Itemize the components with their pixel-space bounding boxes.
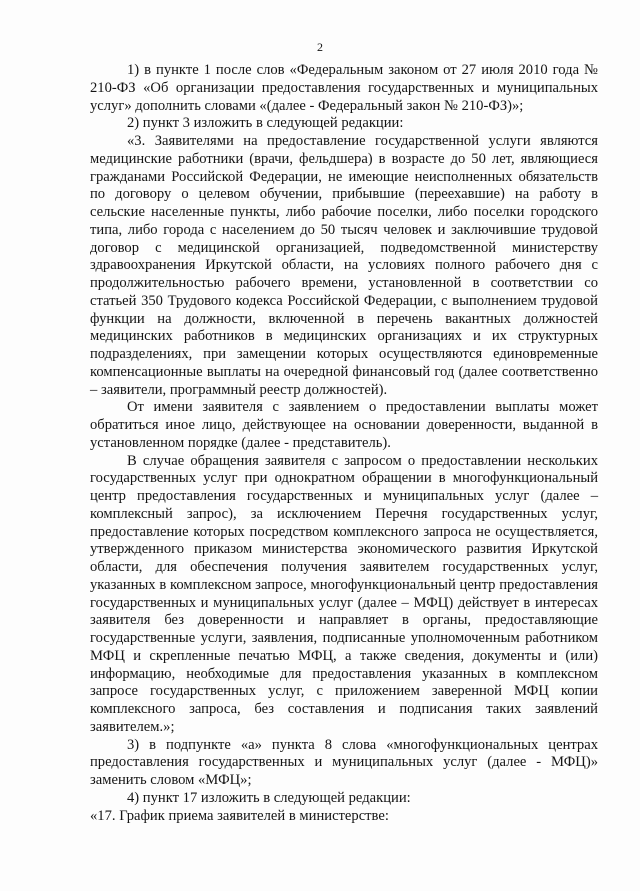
paragraph-complex-request: В случае обращения заявителя с запросом о предоставлении нескольких государственных услуг при однократном обращении в многофункциональный центр предоставления государственных и муниципальных услуг (далее – комплексный запрос), за исключением Перечня государственных услуг, предоставление которых посредством комплексного запроса не осуществляется, утвержденного приказом министерства экономического развития Иркутской области, для обеспечения получения заявителем государственных услуг, указанных в комплексном запросе, многофункциональный центр предоставления государственных и муниципальных услуг (далее – МФЦ) действует в интересах заявителя без доверенности и направляет в органы, предоставляющие государственные услуги, заявления, подписанные уполномоченным работником МФЦ и скрепленные печатью МФЦ, а также сведения, документы и (или) информацию, необходимые для предоставления указанных в комплексном запросе государственных услуг, с приложением заверенной МФЦ копии комплексного запроса, без составления и подписания таких заявлений заявителем.»; xyxy=(90,452,598,735)
paragraph-amendment-2: 2) пункт 3 изложить в следующей редакции: xyxy=(127,115,404,132)
paragraph-amendment-1: 1) в пункте 1 после слов «Федеральным законом от 27 июля 2010 года № 210-ФЗ «Об организации предоставления государственных и муниципальных услуг» дополнить словами «(далее - Федеральный закон № 210-ФЗ)»; xyxy=(90,62,598,114)
paragraph-amendment-4: 4) пункт 17 изложить в следующей редакции: xyxy=(127,789,411,806)
paragraph-amendment-3: 3) в подпункте «а» пункта 8 слова «многофункциональных центрах предоставления государственных и муниципальных услуг (далее - МФЦ)» заменить словом «МФЦ»; xyxy=(90,736,598,788)
paragraph-clause-17: «17. График приема заявителей в министерстве: xyxy=(90,807,389,824)
paragraph-representative: От имени заявителя с заявлением о предоставлении выплаты может обратиться иное лицо, действующее на основании доверенности, выданной в установленном порядке (далее - представитель). xyxy=(90,399,598,451)
paragraph-clause-3: «3. Заявителями на предоставление государственной услуги являются медицинские работники (врачи, фельдшера) в возрасте до 50 лет, являющиеся гражданами Российской Федерации, не имеющие неисполненных обязательств по договору о целевом обучении, прибывшие (переехавшие) на работу в сельские населенные пункты, либо рабочие поселки, либо поселки городского типа, либо города с населением до 50 тысяч человек и заключившие трудовой договор с медицинской организацией, подведомственной министерству здравоохранения Иркутской области, на условиях полного рабочего дня с продолжительностью рабочего времени, установленной в соответствии со статьей 350 Трудового кодекса Российской Федерации, с выполнением трудовой функции на должности, включенной в перечень вакантных должностей медицинских работников в медицинских организациях и их структурных подразделениях, при замещении которых осуществляются единовременные компенсационные выплаты на очередной финансовый год (далее соответственно – заявители, программный реестр должностей). xyxy=(90,133,598,398)
document-body xyxy=(90,62,598,825)
page-number: 2 xyxy=(317,40,323,54)
